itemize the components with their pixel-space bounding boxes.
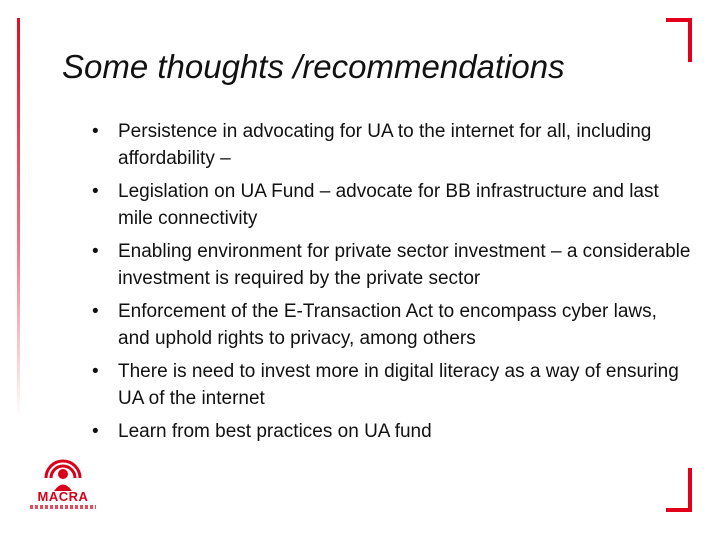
broadcast-person-icon <box>30 458 96 492</box>
logo-tagline <box>30 505 96 509</box>
macra-logo <box>30 458 96 522</box>
bullet-dot: • <box>92 241 99 262</box>
bullet-text: Enforcement of the E-Transaction Act to encompass cyber laws, and uphold rights to privacy, among others <box>118 301 657 349</box>
bullet-dot: • <box>92 301 99 322</box>
bullet-item <box>92 178 692 232</box>
bullet-dot: • <box>92 361 99 382</box>
bullet-text: Enabling environment for private sector investment – a considerable investment is required by the private sector <box>118 241 691 289</box>
bullet-dot: • <box>92 121 99 142</box>
left-accent-line <box>17 18 20 418</box>
bottom-right-corner-bracket <box>666 468 692 512</box>
bullet-dot: • <box>92 181 99 202</box>
bullet-text: Persistence in advocating for UA to the internet for all, including affordability – <box>118 121 652 169</box>
bullet-item <box>92 358 692 412</box>
bullet-item <box>92 118 692 172</box>
top-right-corner-bracket <box>666 18 692 62</box>
bullet-item <box>92 298 692 352</box>
bullet-text: Learn from best practices on UA fund <box>118 421 432 442</box>
bullet-dot: • <box>92 421 99 442</box>
slide-title: Some thoughts /recommendations <box>62 48 565 85</box>
bullet-text: Legislation on UA Fund – advocate for BB infrastructure and last mile connectivity <box>118 181 659 229</box>
bullet-item <box>92 238 692 292</box>
bullet-text: There is need to invest more in digital literacy as a way of ensuring UA of the internet <box>118 361 679 409</box>
bullet-item <box>92 418 692 445</box>
logo-text: MACRA <box>37 489 89 504</box>
bullet-list <box>92 118 692 451</box>
